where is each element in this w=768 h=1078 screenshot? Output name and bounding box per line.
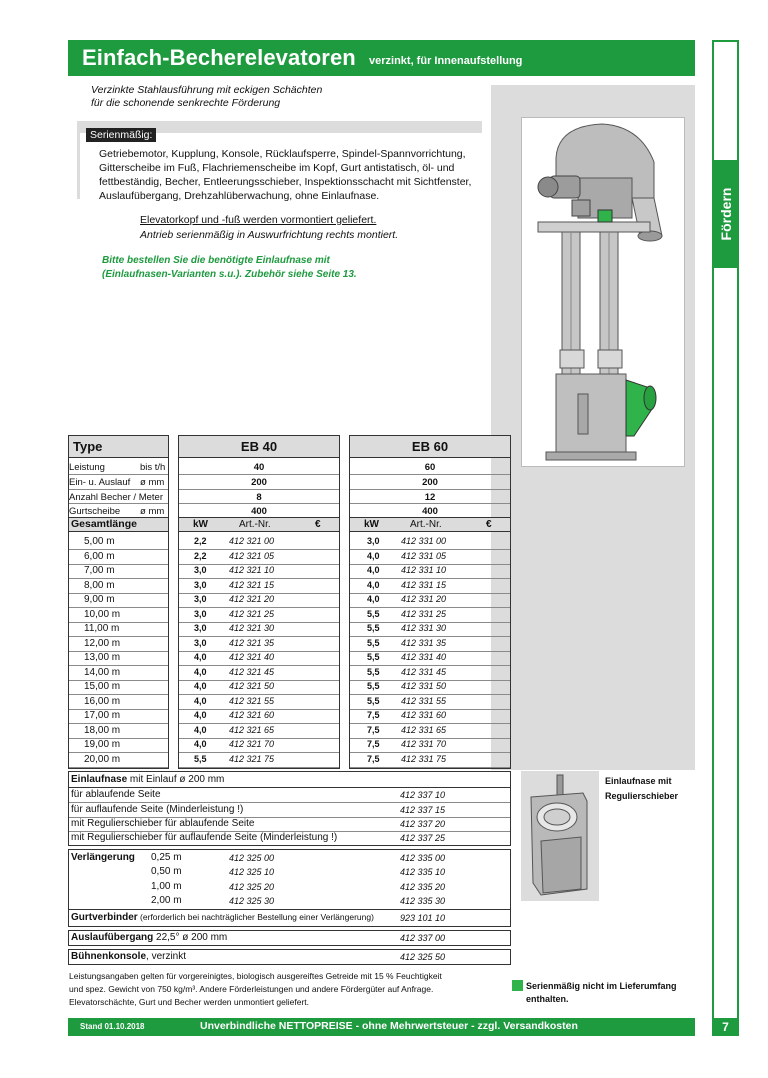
eb40-kw: 3,0 xyxy=(194,623,207,633)
eb40-article: 412 321 60 xyxy=(229,710,275,720)
row-length: 8,00 m xyxy=(84,579,115,591)
eb60-article: 412 331 15 xyxy=(401,579,447,590)
eb40-kw: 5,5 xyxy=(194,753,207,764)
footer-date: Stand 01.10.2018 xyxy=(80,1022,145,1031)
row-length: 7,00 m xyxy=(84,565,115,576)
eb60-article: 412 331 60 xyxy=(401,710,447,720)
eb40-article: 412 321 40 xyxy=(229,652,275,662)
eb60-article: 412 331 75 xyxy=(401,753,447,764)
eb60-article: 412 331 20 xyxy=(401,594,447,604)
footer-text: Unverbindliche NETTOPREISE - ohne Mehrwertsteuer - zzgl. Versandkosten xyxy=(200,1020,578,1032)
row-length: 9,00 m xyxy=(84,594,115,605)
eb60-kw: 5,5 xyxy=(367,608,380,619)
eb60-kw: 4,0 xyxy=(367,550,380,561)
eb40-col-header: kW Art.-Nr. € xyxy=(178,517,340,532)
eb40-article: 412 321 45 xyxy=(229,666,275,677)
eb40-kw: 2,2 xyxy=(194,550,207,561)
eb40-article: 412 321 25 xyxy=(229,608,275,619)
eb40-article: 412 321 10 xyxy=(229,565,275,575)
eb40-kw: 4,0 xyxy=(194,695,207,706)
row-length: 11,00 m xyxy=(84,623,120,634)
eb60-kw: 4,0 xyxy=(367,565,380,575)
einlauf-box: Einlaufnase mit Einlauf ø 200 mm für ablaufende Seite 412 337 10 für auflaufende Seite (Minderleistung !) 412 337 15 mit Regulierschieber für ablaufende Seite 412 337 20 mit Regulierschieber für auflaufende Seite (Minderleistung !) 412 337 25 xyxy=(68,771,511,846)
eb40-kw: 4,0 xyxy=(194,681,207,691)
eb40-kw: 3,0 xyxy=(194,579,207,590)
eb60-article: 412 331 70 xyxy=(401,739,447,749)
elevator-illustration xyxy=(522,118,684,466)
eb40-article: 412 321 20 xyxy=(229,594,275,604)
eb60-header: EB 60 xyxy=(349,435,511,458)
eb60-article: 412 331 05 xyxy=(401,550,447,561)
eb40-kw: 4,0 xyxy=(194,724,207,735)
column-frame xyxy=(68,458,169,769)
legend-swatch xyxy=(512,980,523,991)
eb60-article: 412 331 25 xyxy=(401,608,447,619)
auslauf-box: Auslaufübergang 22,5° ø 200 mm 412 337 00 xyxy=(68,930,511,946)
eb60-article: 412 331 45 xyxy=(401,666,447,677)
eb40-header: EB 40 xyxy=(178,435,340,458)
column-frame xyxy=(349,458,511,769)
page-number: 7 xyxy=(712,1018,739,1036)
page-title: Einfach-Becherelevatoren xyxy=(82,45,356,70)
eb60-kw: 5,5 xyxy=(367,623,380,633)
eb40-kw: 4,0 xyxy=(194,710,207,720)
eb40-kw: 4,0 xyxy=(194,666,207,677)
row-length: 18,00 m xyxy=(84,724,121,736)
eb40-kw: 3,0 xyxy=(194,608,207,619)
page-subtitle: verzinkt, für Innenaufstellung xyxy=(369,55,523,67)
eb60-article: 412 331 55 xyxy=(401,695,447,706)
eb60-kw: 7,5 xyxy=(367,739,380,749)
eb40-article: 412 321 75 xyxy=(229,753,275,764)
title-bar xyxy=(68,40,695,76)
type-header: Type xyxy=(68,435,169,458)
eb40-kw: 4,0 xyxy=(194,739,207,749)
legend-text: Serienmäßig nicht im Lieferumfang enthalten. xyxy=(526,981,677,1004)
standard-label: Serienmäßig: xyxy=(86,128,156,142)
eb60-article: 412 331 10 xyxy=(401,565,447,575)
footer-bar xyxy=(68,1018,695,1036)
eb40-article: 412 321 65 xyxy=(229,724,275,735)
eb60-article: 412 331 65 xyxy=(401,724,447,735)
eb60-article: 412 331 35 xyxy=(401,637,447,648)
eb60-kw: 4,0 xyxy=(367,594,380,604)
eb60-kw: 7,5 xyxy=(367,710,380,720)
eb60-kw: 4,0 xyxy=(367,579,380,590)
row-length: 6,00 m xyxy=(84,550,115,562)
eb60-article: 412 331 40 xyxy=(401,652,447,662)
length-header: Gesamtlänge xyxy=(68,517,169,532)
row-length: 16,00 m xyxy=(84,695,121,707)
einlauf-image xyxy=(521,771,599,901)
eb40-article: 412 321 70 xyxy=(229,739,275,749)
eb60-kw: 3,0 xyxy=(367,536,380,546)
mount-note: Elevatorkopf und -fuß werden vormontiert geliefert. Antrieb serienmäßig in Auswurfrichtung rechts montiert. xyxy=(140,214,399,241)
section-tab[interactable] xyxy=(712,160,739,268)
eb40-article: 412 321 50 xyxy=(229,681,275,691)
eb40-article: 412 321 35 xyxy=(229,637,275,648)
elevator-image xyxy=(521,117,685,467)
row-length: 13,00 m xyxy=(84,652,121,663)
column-frame xyxy=(178,458,340,769)
row-length: 5,00 m xyxy=(84,536,115,547)
eb40-article: 412 321 30 xyxy=(229,623,275,633)
verlaengerung-box: Verlängerung 0,25 m 412 325 00 412 335 00 0,50 m 412 325 10 412 335 10 1,00 m 412 325 20 412 335 20 2,00 m 412 325 30 412 335 30 Gurtverbinder (erforderlich bei nachträglicher Bestellung einer Verlängerung) 923 101 10 xyxy=(68,849,511,927)
intro-text: Verzinkte Stahlausführung mit eckigen Schächten für die schonende senkrechte Förderung xyxy=(91,84,323,109)
eb60-article: 412 331 30 xyxy=(401,623,447,633)
standard-bar-edge xyxy=(77,133,80,199)
eb60-kw: 5,5 xyxy=(367,681,380,691)
eb60-article: 412 331 50 xyxy=(401,681,447,691)
row-length: 19,00 m xyxy=(84,739,121,750)
row-length: 17,00 m xyxy=(84,710,121,721)
eb60-article: 412 331 00 xyxy=(401,536,447,546)
eb60-kw: 7,5 xyxy=(367,753,380,764)
eb40-kw: 3,0 xyxy=(194,637,207,648)
eb40-article: 412 321 00 xyxy=(229,536,275,546)
standard-text: Getriebemotor, Kupplung, Konsole, Rücklaufsperre, Spindel-Spannvorrichtung, Gitterscheibe im Fuß, Flachriemenscheibe im Kopf, Gurt antistatisch, öl- und fettbeständig, Becher, Entleerungsschieber, Inspektionsschacht mit Sichtfenster, Auslaufübergang, Drehzahlüberwachung, ohne Einlaufnase. xyxy=(99,148,472,202)
eb60-kw: 5,5 xyxy=(367,666,380,677)
row-length: 14,00 m xyxy=(84,666,121,678)
row-length: 10,00 m xyxy=(84,608,121,620)
eb40-kw: 3,0 xyxy=(194,594,207,604)
eb60-kw: 5,5 xyxy=(367,652,380,662)
section-tab-label: Fördern xyxy=(717,187,734,241)
footnotes: Leistungsangaben gelten für vorgereinigtes, biologisch ausgereiftes Getreide mit 15 % Feuchtigkeit und spez. Gewicht von 750 kg/m³. Andere Förderleistungen und andere Fördergüter auf Anfrage. Elevatorschächte, Gurt und Becher werden unmontiert geliefert. xyxy=(69,971,442,1007)
eb40-kw: 4,0 xyxy=(194,652,207,662)
eb60-kw: 5,5 xyxy=(367,637,380,648)
row-length: 20,00 m xyxy=(84,753,121,765)
einlauf-caption: Einlaufnase mit Regulierschieber xyxy=(605,776,679,801)
eb60-col-header: kW Art.-Nr. € xyxy=(349,517,511,532)
eb60-kw: 5,5 xyxy=(367,695,380,706)
row-length: 15,00 m xyxy=(84,681,121,692)
inlet-illustration xyxy=(521,771,599,901)
eb40-article: 412 321 55 xyxy=(229,695,275,706)
row-length: 12,00 m xyxy=(84,637,121,649)
buehne-box: Bühnenkonsole, verzinkt 412 325 50 xyxy=(68,949,511,965)
eb40-kw: 3,0 xyxy=(194,565,207,575)
order-note: Bitte bestellen Sie die benötigte Einlaufnase mit (Einlaufnasen-Varianten s.u.). Zubehör siehe Seite 13. xyxy=(102,255,357,280)
eb60-kw: 7,5 xyxy=(367,724,380,735)
eb40-article: 412 321 05 xyxy=(229,550,275,561)
eb40-article: 412 321 15 xyxy=(229,579,275,590)
eb40-kw: 2,2 xyxy=(194,536,207,546)
